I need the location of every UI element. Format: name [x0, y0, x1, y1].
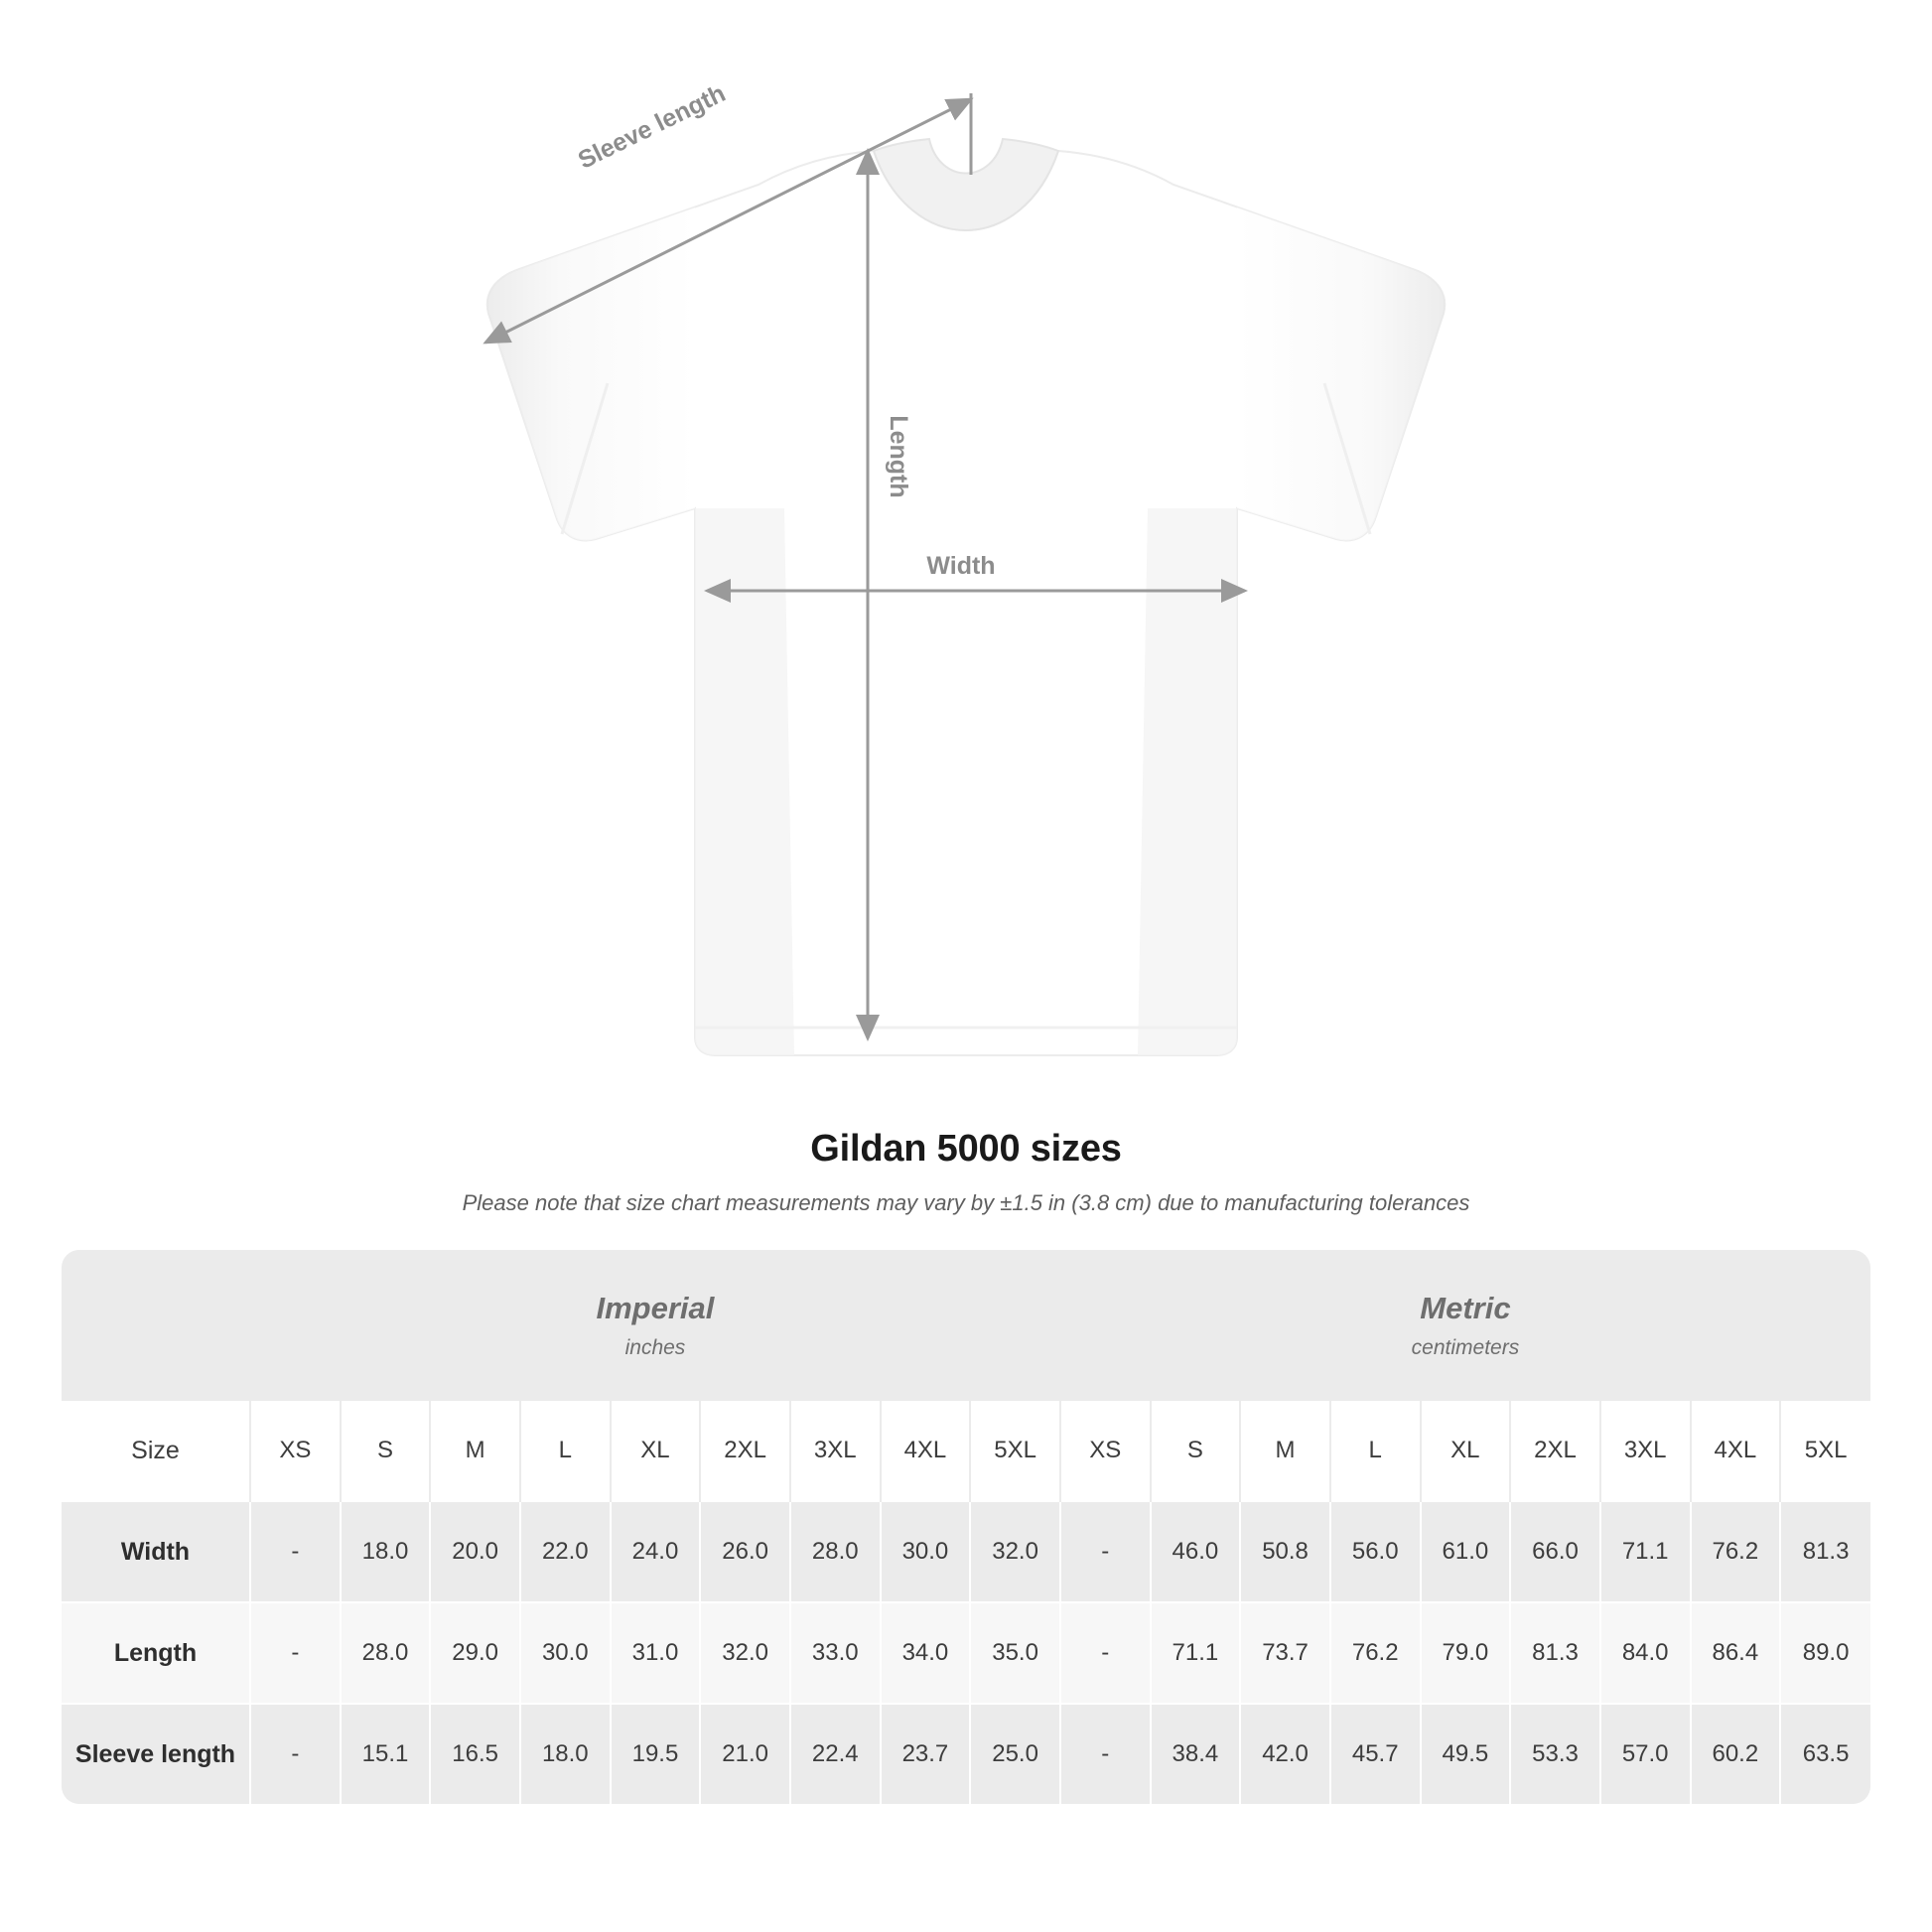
size-header-label: Size [62, 1401, 250, 1501]
unit-metric-sub: centimeters [1411, 1336, 1520, 1359]
size-col-header: S [341, 1401, 431, 1501]
cell-value: 32.0 [970, 1501, 1060, 1602]
cell-value: - [250, 1704, 341, 1804]
cell-value: 76.2 [1691, 1501, 1781, 1602]
cell-value: 35.0 [970, 1602, 1060, 1704]
cell-value: 33.0 [790, 1602, 881, 1704]
cell-value: - [250, 1602, 341, 1704]
size-col-header: 5XL [1780, 1401, 1870, 1501]
cell-value: 71.1 [1600, 1501, 1691, 1602]
length-label: Length [885, 415, 912, 498]
size-col-header: 2XL [700, 1401, 790, 1501]
width-label: Width [926, 552, 996, 580]
cell-value: 79.0 [1421, 1602, 1511, 1704]
cell-value: 86.4 [1691, 1602, 1781, 1704]
cell-value: - [1060, 1602, 1151, 1704]
cell-value: 66.0 [1510, 1501, 1600, 1602]
cell-value: 76.2 [1330, 1602, 1421, 1704]
cell-value: 63.5 [1780, 1704, 1870, 1804]
size-col-header: XS [250, 1401, 341, 1501]
unit-group-metric [1060, 1250, 1870, 1401]
cell-value: 18.0 [341, 1501, 431, 1602]
cell-value: 45.7 [1330, 1704, 1421, 1804]
cell-value: 34.0 [881, 1602, 971, 1704]
cell-value: 84.0 [1600, 1602, 1691, 1704]
cell-value: 81.3 [1780, 1501, 1870, 1602]
cell-value: 61.0 [1421, 1501, 1511, 1602]
table-row [62, 1704, 1870, 1804]
cell-value: 25.0 [970, 1704, 1060, 1804]
cell-value: 89.0 [1780, 1602, 1870, 1704]
size-col-header: S [1151, 1401, 1241, 1501]
unit-header-row [62, 1250, 1870, 1401]
row-label-width: Width [62, 1501, 250, 1602]
cell-value: 31.0 [611, 1602, 701, 1704]
size-col-header: L [1330, 1401, 1421, 1501]
cell-value: 28.0 [341, 1602, 431, 1704]
cell-value: 21.0 [700, 1704, 790, 1804]
cell-value: - [250, 1501, 341, 1602]
cell-value: - [1060, 1704, 1151, 1804]
cell-value: 56.0 [1330, 1501, 1421, 1602]
size-col-header: 2XL [1510, 1401, 1600, 1501]
cell-value: - [1060, 1501, 1151, 1602]
cell-value: 19.5 [611, 1704, 701, 1804]
cell-value: 18.0 [520, 1704, 611, 1804]
cell-value: 22.0 [520, 1501, 611, 1602]
unit-metric-name: Metric [1420, 1291, 1511, 1325]
size-col-header: 5XL [970, 1401, 1060, 1501]
cell-value: 60.2 [1691, 1704, 1781, 1804]
unit-imperial-name: Imperial [596, 1291, 715, 1325]
cell-value: 28.0 [790, 1501, 881, 1602]
size-header-row [62, 1401, 1870, 1501]
cell-value: 53.3 [1510, 1704, 1600, 1804]
size-col-header: XS [1060, 1401, 1151, 1501]
cell-value: 20.0 [430, 1501, 520, 1602]
size-col-header: 3XL [790, 1401, 881, 1501]
size-col-header: 4XL [1691, 1401, 1781, 1501]
size-col-header: XL [1421, 1401, 1511, 1501]
cell-value: 26.0 [700, 1501, 790, 1602]
cell-value: 46.0 [1151, 1501, 1241, 1602]
cell-value: 50.8 [1240, 1501, 1330, 1602]
tolerance-note: Please note that size chart measurements may vary by ±1.5 in (3.8 cm) due to manufacturing tolerances [462, 1190, 1470, 1215]
cell-value: 38.4 [1151, 1704, 1241, 1804]
row-label-sleeve-length: Sleeve length [62, 1704, 250, 1804]
row-label-length: Length [62, 1602, 250, 1704]
cell-value: 57.0 [1600, 1704, 1691, 1804]
title-block [0, 1128, 1932, 1216]
cell-value: 29.0 [430, 1602, 520, 1704]
cell-value: 15.1 [341, 1704, 431, 1804]
size-col-header: L [520, 1401, 611, 1501]
cell-value: 24.0 [611, 1501, 701, 1602]
unit-header-spacer [62, 1250, 250, 1401]
cell-value: 81.3 [1510, 1602, 1600, 1704]
size-table [62, 1250, 1870, 1804]
cell-value: 73.7 [1240, 1602, 1330, 1704]
cell-value: 23.7 [881, 1704, 971, 1804]
size-col-header: XL [611, 1401, 701, 1501]
page-title: Gildan 5000 sizes [810, 1128, 1122, 1170]
unit-imperial-sub: inches [624, 1336, 686, 1359]
table-row [62, 1602, 1870, 1704]
table-row [62, 1501, 1870, 1602]
size-col-header: 3XL [1600, 1401, 1691, 1501]
cell-value: 22.4 [790, 1704, 881, 1804]
cell-value: 32.0 [700, 1602, 790, 1704]
cell-value: 30.0 [881, 1501, 971, 1602]
cell-value: 71.1 [1151, 1602, 1241, 1704]
size-col-header: M [430, 1401, 520, 1501]
unit-group-imperial [250, 1250, 1060, 1401]
cell-value: 42.0 [1240, 1704, 1330, 1804]
cell-value: 30.0 [520, 1602, 611, 1704]
tshirt-graphic [487, 139, 1446, 1055]
size-col-header: 4XL [881, 1401, 971, 1501]
size-table-wrapper [62, 1250, 1870, 1804]
size-col-header: M [1240, 1401, 1330, 1501]
sleeve-length-label: Sleeve length [573, 78, 731, 175]
cell-value: 49.5 [1421, 1704, 1511, 1804]
cell-value: 16.5 [430, 1704, 520, 1804]
